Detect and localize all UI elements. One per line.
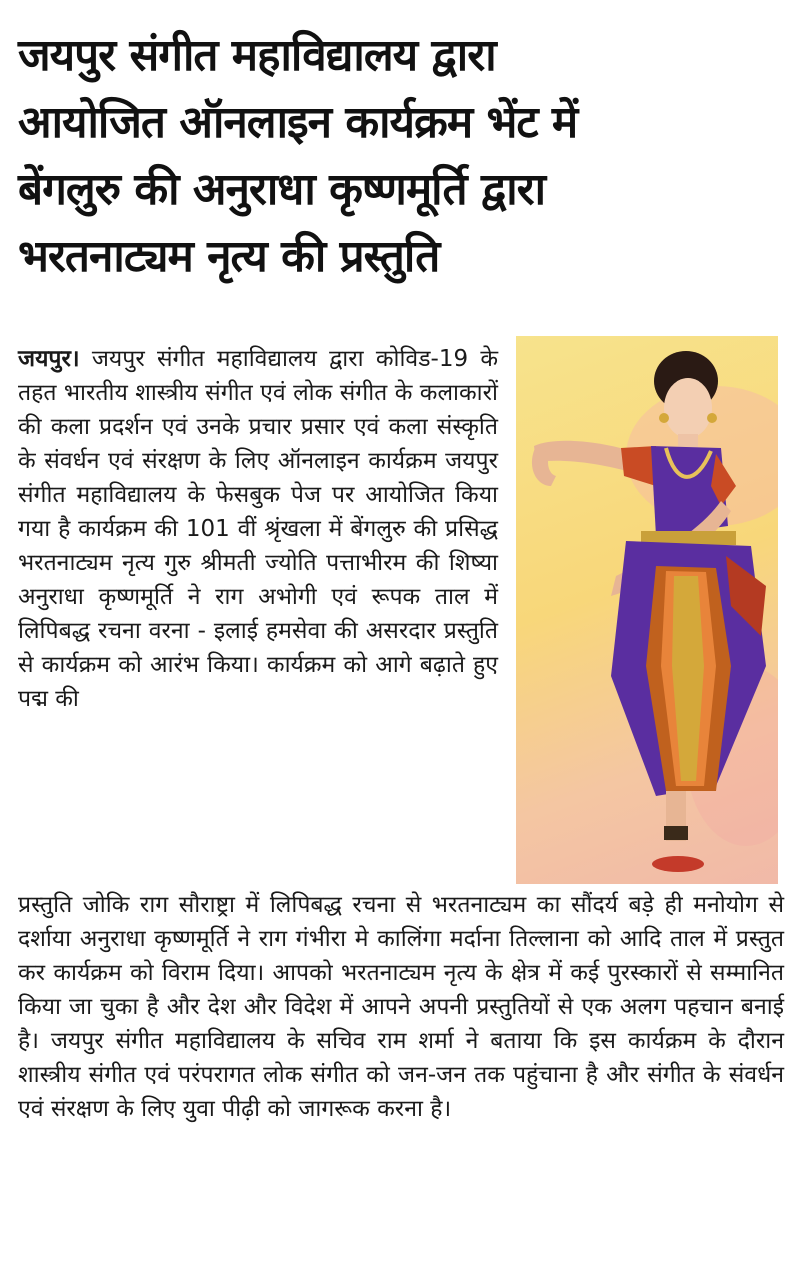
headline — [18, 22, 788, 290]
article-paragraph-intro: जयपुर संगीत महाविद्यालय द्वारा कोविड-19 के तहत भारतीय शास्त्रीय संगीत एवं लोक संगीत के कलाकारों की कला प्रदर्शन एवं उनके प्रचार प्रसार एवं कला संस्कृति के संवर्धन एवं संरक्षण के लिए ऑनलाइन कार्यक्रम जयपुर संगीत महाविद्यालय के फेसबुक पेज पर आयोजित किया गया है कार्यक्रम की 101 वीं श्रृंखला में बेंगलुरु की प्रसिद्ध भरतनाट्यम नृत्य गुरु श्रीमती ज्योति पत्ताभीरम की शिष्या अनुराधा कृष्णमूर्ति ने राग अभोगी एवं रूपक ताल में लिपिबद्ध रचना वरना - इलाई हमसेवा की असरदार प्रस्तुति से कार्यक्रम को आरंभ किया। कार्यक्रम को आगे बढ़ाते हुए पद्म की — [18, 346, 499, 712]
article-dateline: जयपुर। — [18, 346, 80, 372]
article-paragraph-continued: प्रस्तुति जोकि राग सौराष्ट्रा में लिपिबद्ध रचना से भरतनाट्यम का सौंदर्य बड़े ही मनोयोग से दर्शाया अनुराधा कृष्णमूर्ति ने राग गंभीरा मे कालिंगा मर्दाना तिल्लाना को आदि ताल में प्रस्तुत कर कार्यक्रम को विराम दिया। आपको भरतनाट्यम नृत्य के क्षेत्र में कई पुरस्कारों से सम्मानित किया जा चुका है और देश और विदेश में आपने अपनी प्रस्तुतियों से एक अलग पहचान बनाई है। जयपुर संगीत महाविद्यालय के सचिव राम शर्मा ने बताया कि इस कार्यक्रम के दौरान शास्त्रीय संगीत एवं परंपरागत लोक संगीत को जन-जन तक पहुंचाना है और संगीत के संवर्धन एवं संरक्षण के लिए युवा पीढ़ी को जागरूक करना है। — [18, 892, 784, 1122]
dancer-photo — [516, 336, 778, 884]
bharatanatyam-dancer-illustration — [516, 336, 778, 884]
headline-line-3: बेंगलुरु की अनुराधा कृष्णमूर्ति द्वारा — [18, 164, 546, 215]
article-column-narrow — [18, 342, 498, 716]
headline-line-1: जयपुर संगीत महाविद्यालय द्वारा — [18, 30, 496, 81]
headline-line-4: भरतनाट्यम नृत्य की प्रस्तुति — [18, 231, 440, 282]
article-column-full — [18, 888, 784, 1126]
headline-line-2: आयोजित ऑनलाइन कार्यक्रम भेंट में — [18, 97, 578, 148]
